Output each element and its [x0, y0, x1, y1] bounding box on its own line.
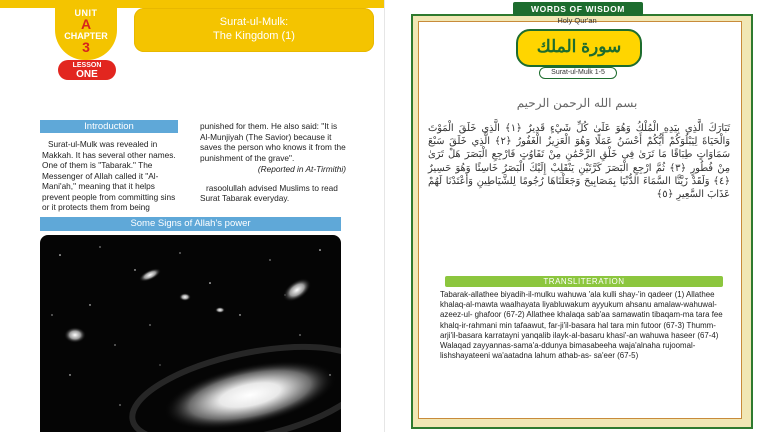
unit-value: A [80, 16, 92, 32]
arabic-verses: تَبَارَكَ الَّذِي بِيَدِهِ الْمُلْكُ وَهُوَ عَلَىٰ كُلِّ شَيْءٍ قَدِيرٌ ﴿١﴾ الَّذِي خَلَقَ الْمَوْتَ وَالْحَيَاةَ لِيَبْلُوَكُمْ أَيُّكُمْ أَحْسَنُ عَمَلًا وَهُوَ الْعَزِيزُ الْغَفُورُ ﴿٢﴾ الَّذِي خَلَقَ سَبْعَ سَمَاوَاتٍ طِبَاقًا مَا تَرَىٰ فِي خَلْقِ الرَّحْمَٰنِ مِنْ تَفَاوُتٍ فَارْجِعِ الْبَصَرَ هَلْ تَرَىٰ مِنْ فُطُورٍ ﴿٣﴾ ثُمَّ ارْجِعِ الْبَصَرَ كَرَّتَيْنِ يَنْقَلِبْ إِلَيْكَ الْبَصَرُ خَاسِئًا وَهُوَ حَسِيرٌ ﴿٤﴾ وَلَقَدْ زَيَّنَّا السَّمَاءَ الدُّنْيَا بِمَصَابِيحَ وَجَعَلْنَاهَا رُجُومًا لِلشَّيَاطِينِ وَأَعْتَدْنَا لَهُمْ عَذَابَ السَّعِيرِ ﴿٥﴾ [428, 123, 731, 201]
signs-header: Some Signs of Allah's power [40, 217, 341, 231]
spiral-galaxy-upper-right [279, 273, 316, 306]
words-of-wisdom-plaque [497, 2, 657, 82]
chapter-label: CHAPTER [64, 31, 108, 41]
hadith-paragraph: punished for them. He also said: "It is Al-Munjiyah (The Savior) because it saves the person who knows it from the punishment of the grave". [200, 121, 346, 163]
unit-label: UNIT [74, 8, 98, 18]
right-page [384, 0, 768, 432]
verse-range: Surat-ul-Mulk 1-5 [539, 67, 617, 79]
small-galaxy-right [215, 307, 225, 313]
surah-arabic-title: سورة الملك [516, 29, 642, 67]
lesson-badge [58, 60, 116, 80]
unit-badge [55, 0, 117, 60]
introduction-continued [200, 121, 346, 204]
galaxy-photo [40, 235, 341, 432]
lesson-title-line2: The Kingdom (1) [213, 30, 295, 42]
galaxy-illustration [40, 235, 341, 432]
spiral-galaxy-left [64, 327, 86, 343]
spiral-galaxy-top [137, 265, 163, 284]
small-galaxy-center [179, 293, 191, 301]
hadith-reference: (Reported in At-Tirmithi) [257, 164, 346, 174]
introduction-text [42, 139, 182, 213]
words-of-wisdom-banner: WORDS OF WISDOM [513, 2, 643, 16]
holy-quran-subtitle: Holy Qur'an [557, 16, 597, 25]
introduction-header: Introduction [40, 120, 178, 133]
lesson-title-box [134, 8, 374, 52]
transliteration-text: Tabarak-allathee biyadih-il-mulku wahuwa 'ala kulli shay-'in qadeer (1) Allathee khalaq-al-mawta waalhayata liyabluwakum ayyukum ahsanu amalaw-wahuwal-azeez-ul- ghafoor (67-2) Allathee khalaqa sab'aa samawatin tibaqam-ma tara fee khalq-ir-rahmani min tafaawut, far-ji'il-basara hal tara min futoor (67-3) Thumm-arji'il-basara karratayni yanqalib ilayk-al-basaru khasi'-an wahuwa haseer (67-4) Walaqad zayyannas-sama'a-ddunya bimasabeeha waja'alnaha rujoomal-lishshayateeni wa'aatadna lahum athab-as- sa'eer (67-5) [440, 290, 723, 361]
bismillah: بسم الله الرحمن الرحيم [516, 96, 638, 110]
chapter-value: 3 [82, 39, 90, 55]
introduction-paragraph: Surat-ul-Mulk was revealed in Makkah. It has several other names. One of them is "Tabarak." The Messenger of Allah called it "Al-Mani'ah," meaning that it helps prevent people from committing sins or it protects them from being [42, 139, 176, 212]
lesson-label: LESSON [72, 62, 102, 69]
lesson-title-line1: Surat-ul-Mulk: [219, 16, 289, 28]
transliteration-header: TRANSLITERATION [445, 276, 723, 287]
advice-paragraph: rasoolullah advised Muslims to read Surat Tabarak everyday. [200, 182, 338, 203]
lesson-value: ONE [76, 69, 98, 80]
